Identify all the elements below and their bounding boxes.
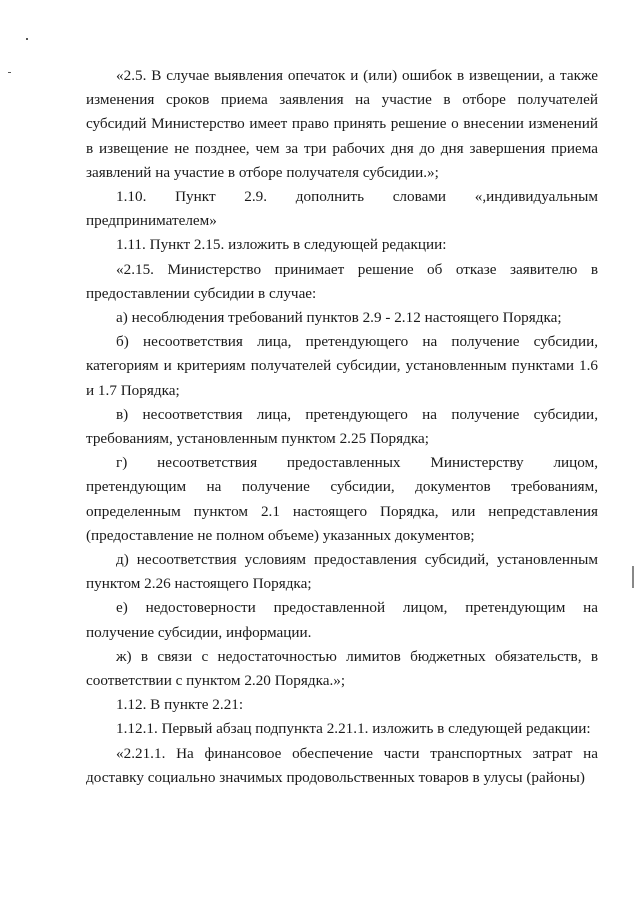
text-line: д) несоответствия условиям предоставления субсидий, установленным bbox=[116, 551, 598, 569]
text-line: в) несоответствия лица, претендующего на получение субсидии, bbox=[116, 405, 598, 423]
text-line: претендующим на получение субсидии, документов требованиям, bbox=[86, 478, 598, 496]
paragraph-p8 bbox=[86, 451, 598, 548]
text-line: 1.12. В пункте 2.21: bbox=[116, 696, 244, 714]
text-line: определенным пунктом 2.1 настоящего Порядка, или непредставления bbox=[86, 502, 598, 520]
text-line: 1.10. Пункт 2.9. дополнить словами «,индивидуальным bbox=[116, 188, 598, 206]
text-line: предоставлении субсидии в случае: bbox=[86, 284, 317, 302]
text-line: и 1.7 Порядка; bbox=[86, 381, 180, 399]
text-line: «2.15. Министерство принимает решение об отказе заявителю в bbox=[116, 260, 598, 278]
text-line: «2.21.1. На финансовое обеспечение части транспортных затрат на bbox=[116, 744, 598, 762]
text-line: пунктом 2.26 настоящего Порядка; bbox=[86, 575, 312, 593]
paragraph-p7 bbox=[86, 403, 598, 451]
paragraph-p4 bbox=[86, 258, 598, 306]
scan-speck bbox=[632, 566, 634, 588]
text-line: предпринимателем» bbox=[86, 212, 217, 230]
paragraph-p2 bbox=[86, 185, 598, 233]
text-line: ж) в связи с недостаточностью лимитов бюджетных обязательств, в bbox=[116, 647, 598, 665]
text-line: в извещение не позднее, чем за три рабочих дня до дня завершения приема bbox=[86, 139, 598, 157]
scan-speck bbox=[8, 72, 11, 73]
scan-speck bbox=[26, 38, 28, 40]
text-line: «2.5. В случае выявления опечаток и (или) ошибок в извещении, а также bbox=[116, 67, 598, 84]
text-line: изменения сроков приема заявления на участие в отборе получателей bbox=[86, 91, 598, 109]
paragraph-p1 bbox=[86, 64, 598, 185]
text-line: г) несоответствия предоставленных Министерству лицом, bbox=[116, 454, 598, 472]
text-line: 1.12.1. Первый абзац подпункта 2.21.1. изложить в следующей редакции: bbox=[116, 720, 591, 738]
paragraph-p11 bbox=[86, 645, 598, 693]
text-line: категориям и критериям получателей субсидии, установленным пунктами 1.6 bbox=[86, 357, 598, 375]
paragraph-p14 bbox=[86, 742, 598, 790]
text-line: соответствии с пунктом 2.20 Порядка.»; bbox=[86, 672, 346, 690]
text-line: (предоставление не полном объеме) указанных документов; bbox=[86, 526, 475, 544]
text-line: 1.11. Пункт 2.15. изложить в следующей редакции: bbox=[116, 236, 447, 254]
text-line: б) несоответствия лица, претендующего на получение субсидии, bbox=[116, 333, 598, 351]
paragraph-p3 bbox=[86, 233, 598, 257]
paragraph-p5 bbox=[86, 306, 598, 330]
document-body bbox=[86, 64, 598, 790]
text-line: а) несоблюдения требований пунктов 2.9 - 2.12 настоящего Порядка; bbox=[116, 309, 562, 327]
paragraph-p13 bbox=[86, 717, 598, 741]
paragraph-p9 bbox=[86, 548, 598, 596]
text-line: доставку социально значимых продовольственных товаров в улусы (районы) bbox=[86, 768, 585, 786]
text-line: требованиям, установленным пунктом 2.25 Порядка; bbox=[86, 430, 429, 448]
paragraph-p12 bbox=[86, 693, 598, 717]
text-line: е) недостоверности предоставленной лицом, претендующим на bbox=[116, 599, 598, 617]
text-line: заявлений на участие в отборе получателя субсидии.»; bbox=[86, 163, 439, 181]
text-line: получение субсидии, информации. bbox=[86, 623, 312, 641]
paragraph-p6 bbox=[86, 330, 598, 403]
paragraph-p10 bbox=[86, 596, 598, 644]
text-line: субсидий Министерство имеет право принять решение о внесении изменений bbox=[86, 115, 598, 133]
